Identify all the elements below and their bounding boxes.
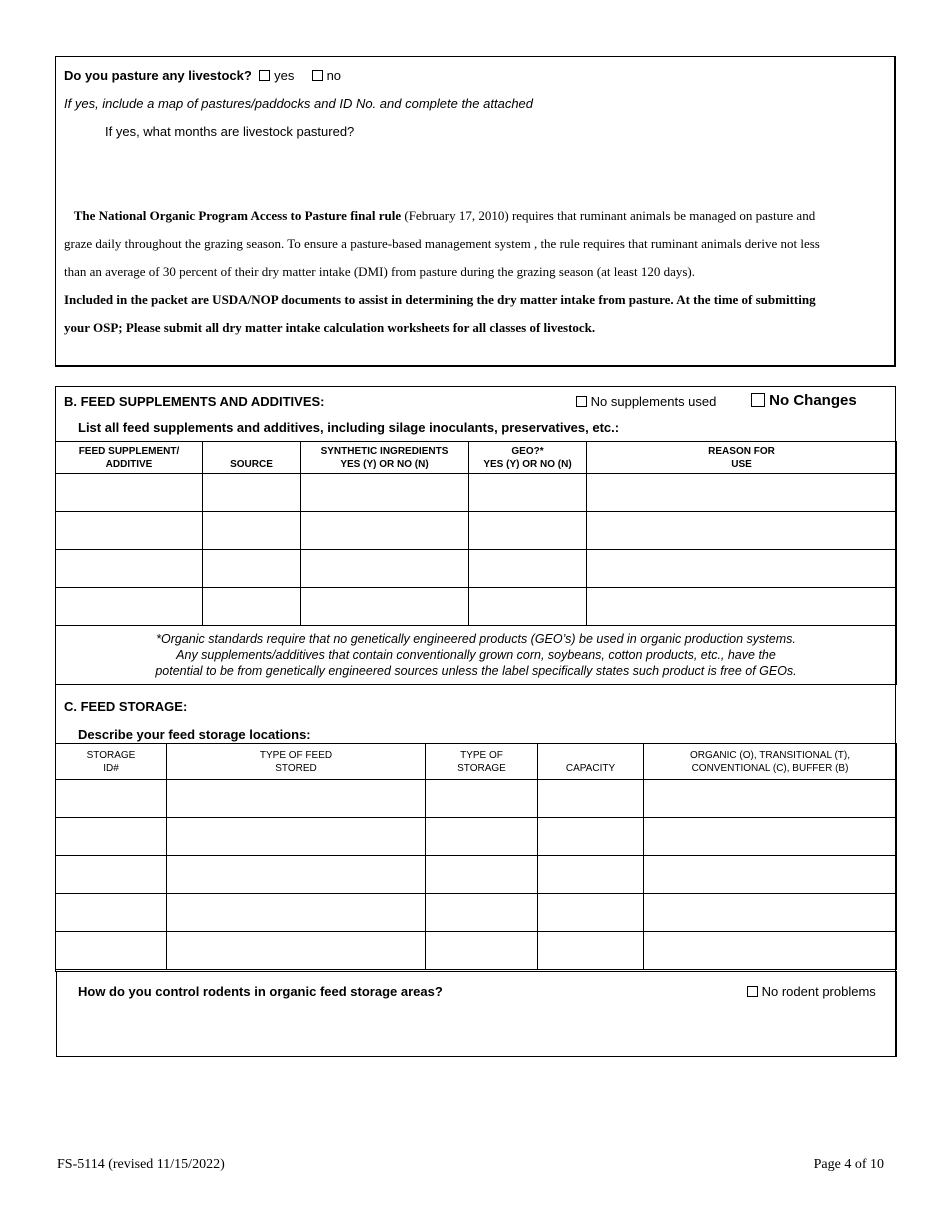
table-cell[interactable] xyxy=(644,818,897,856)
rule-title: The National Organic Program Access to Pasture final rule xyxy=(73,208,402,223)
table-row xyxy=(56,818,897,856)
table-row xyxy=(56,474,897,512)
table-row xyxy=(56,512,897,550)
rule-text-1: (February 17, 2010) requires that ruminant animals be managed on pasture and xyxy=(401,208,816,223)
table-cell[interactable] xyxy=(56,818,167,856)
feed-supplements-heading: B. FEED SUPPLEMENTS AND ADDITIVES: xyxy=(64,394,325,409)
pasture-yes-checkbox[interactable] xyxy=(259,70,270,81)
table-cell[interactable] xyxy=(426,932,538,970)
table-cell[interactable] xyxy=(538,856,644,894)
col-synthetic: SYNTHETIC INGREDIENTS YES (Y) OR NO (N) xyxy=(301,442,469,474)
table-cell[interactable] xyxy=(56,856,167,894)
table-cell[interactable] xyxy=(644,780,897,818)
col-source: SOURCE xyxy=(203,442,301,474)
table-cell[interactable] xyxy=(301,550,469,588)
pasture-rule-paragraph xyxy=(64,202,886,342)
rule-text-2: graze daily throughout the grazing season. To ensure a pasture-based management system , the rule requires that ruminant animals derive not less xyxy=(64,236,820,251)
table-cell[interactable] xyxy=(56,474,203,512)
pasture-question-row xyxy=(64,68,341,83)
feed-section xyxy=(55,386,896,972)
rodent-control-section xyxy=(56,971,897,1057)
table-row xyxy=(56,894,897,932)
no-rodent-checkbox[interactable] xyxy=(747,986,758,997)
table-cell[interactable] xyxy=(203,474,301,512)
table-cell[interactable] xyxy=(301,512,469,550)
no-changes-option xyxy=(751,392,857,409)
feed-supplements-header-row xyxy=(56,442,897,474)
table-row xyxy=(56,550,897,588)
table-row xyxy=(56,856,897,894)
table-cell[interactable] xyxy=(469,588,587,626)
col-capacity: CAPACITY xyxy=(538,744,644,780)
no-supplements-label: No supplements used xyxy=(590,394,717,409)
table-cell[interactable] xyxy=(56,780,167,818)
rule-text-3: than an average of 30 percent of their dry matter intake (DMI) from pasture during the grazing season (at least 120 days). xyxy=(64,264,695,279)
table-cell[interactable] xyxy=(469,512,587,550)
table-cell[interactable] xyxy=(203,588,301,626)
table-cell[interactable] xyxy=(203,550,301,588)
page-number: Page 4 of 10 xyxy=(813,1157,884,1172)
table-cell[interactable] xyxy=(587,474,897,512)
table-cell[interactable] xyxy=(426,856,538,894)
no-rodent-option xyxy=(747,984,876,999)
feed-supplements-instruction: List all feed supplements and additives, including silage inoculants, preservatives, etc.: xyxy=(78,420,620,435)
table-cell[interactable] xyxy=(469,550,587,588)
pasture-question: Do you pasture any livestock? xyxy=(64,68,252,83)
feed-storage-instruction: Describe your feed storage locations: xyxy=(78,727,311,742)
no-changes-label: No Changes xyxy=(769,392,857,409)
pasture-no-checkbox[interactable] xyxy=(312,70,323,81)
feed-storage-table xyxy=(55,743,897,970)
table-cell[interactable] xyxy=(538,818,644,856)
packet-note-1: Included in the packet are USDA/NOP documents to assist in determining the dry matter intake from pasture. At the time of submitting xyxy=(64,292,816,307)
feed-storage-header-row xyxy=(56,744,897,780)
rodent-answer[interactable] xyxy=(78,1005,878,1049)
table-cell[interactable] xyxy=(301,588,469,626)
table-cell[interactable] xyxy=(538,780,644,818)
pasture-map-note: If yes, include a map of pastures/paddocks and ID No. and complete the attached xyxy=(64,96,534,111)
no-rodent-label: No rodent problems xyxy=(761,984,876,999)
table-cell[interactable] xyxy=(56,588,203,626)
table-cell[interactable] xyxy=(56,550,203,588)
table-cell[interactable] xyxy=(587,512,897,550)
table-row xyxy=(56,588,897,626)
packet-note-2: your OSP; Please submit all dry matter intake calculation worksheets for all classes of livestock. xyxy=(64,320,596,335)
table-cell[interactable] xyxy=(644,856,897,894)
col-status: ORGANIC (O), TRANSITIONAL (T), CONVENTIONAL (C), BUFFER (B) xyxy=(644,744,897,780)
feed-supplements-table xyxy=(55,441,897,685)
table-cell[interactable] xyxy=(644,894,897,932)
table-cell[interactable] xyxy=(426,818,538,856)
table-cell[interactable] xyxy=(167,932,426,970)
form-id: FS-5114 (revised 11/15/2022) xyxy=(57,1157,225,1172)
table-cell[interactable] xyxy=(167,894,426,932)
col-storage-type: TYPE OF STORAGE xyxy=(426,744,538,780)
table-cell[interactable] xyxy=(203,512,301,550)
col-feed-type: TYPE OF FEED STORED xyxy=(167,744,426,780)
pasture-yes-label: yes xyxy=(274,68,295,83)
rodent-question: How do you control rodents in organic feed storage areas? xyxy=(78,984,443,999)
col-geo: GEO?* YES (Y) OR NO (N) xyxy=(469,442,587,474)
table-cell[interactable] xyxy=(56,894,167,932)
table-cell[interactable] xyxy=(538,894,644,932)
table-cell[interactable] xyxy=(167,856,426,894)
geo-note-row xyxy=(56,626,897,685)
no-changes-checkbox[interactable] xyxy=(751,393,765,407)
no-supplements-option xyxy=(576,394,716,409)
table-cell[interactable] xyxy=(644,932,897,970)
pasture-section xyxy=(55,56,896,367)
table-cell[interactable] xyxy=(167,818,426,856)
table-cell[interactable] xyxy=(426,780,538,818)
feed-storage-heading: C. FEED STORAGE: xyxy=(64,699,188,714)
table-cell[interactable] xyxy=(538,932,644,970)
geo-note: *Organic standards require that no genetically engineered products (GEO’s) be used in organic production systems. Any supplements/additives that contain conventionally grown corn, soybeans, cotton products, etc., have the potential to be from genetically engineered sources unless the label specifically states such product is free of GEOs. xyxy=(56,626,897,685)
col-feed-supplement: FEED SUPPLEMENT/ ADDITIVE xyxy=(56,442,203,474)
pasture-no-label: no xyxy=(326,68,342,83)
table-cell[interactable] xyxy=(587,550,897,588)
pasture-months-question: If yes, what months are livestock pastured? xyxy=(105,124,355,139)
table-cell[interactable] xyxy=(301,474,469,512)
table-row xyxy=(56,780,897,818)
pasture-months-answer[interactable] xyxy=(105,143,885,199)
table-cell[interactable] xyxy=(56,932,167,970)
no-supplements-checkbox[interactable] xyxy=(576,396,587,407)
table-row xyxy=(56,932,897,970)
col-storage-id: STORAGE ID# xyxy=(56,744,167,780)
table-cell[interactable] xyxy=(426,894,538,932)
table-cell[interactable] xyxy=(56,512,203,550)
table-cell[interactable] xyxy=(587,588,897,626)
table-cell[interactable] xyxy=(469,474,587,512)
col-reason: REASON FOR USE xyxy=(587,442,897,474)
table-cell[interactable] xyxy=(167,780,426,818)
